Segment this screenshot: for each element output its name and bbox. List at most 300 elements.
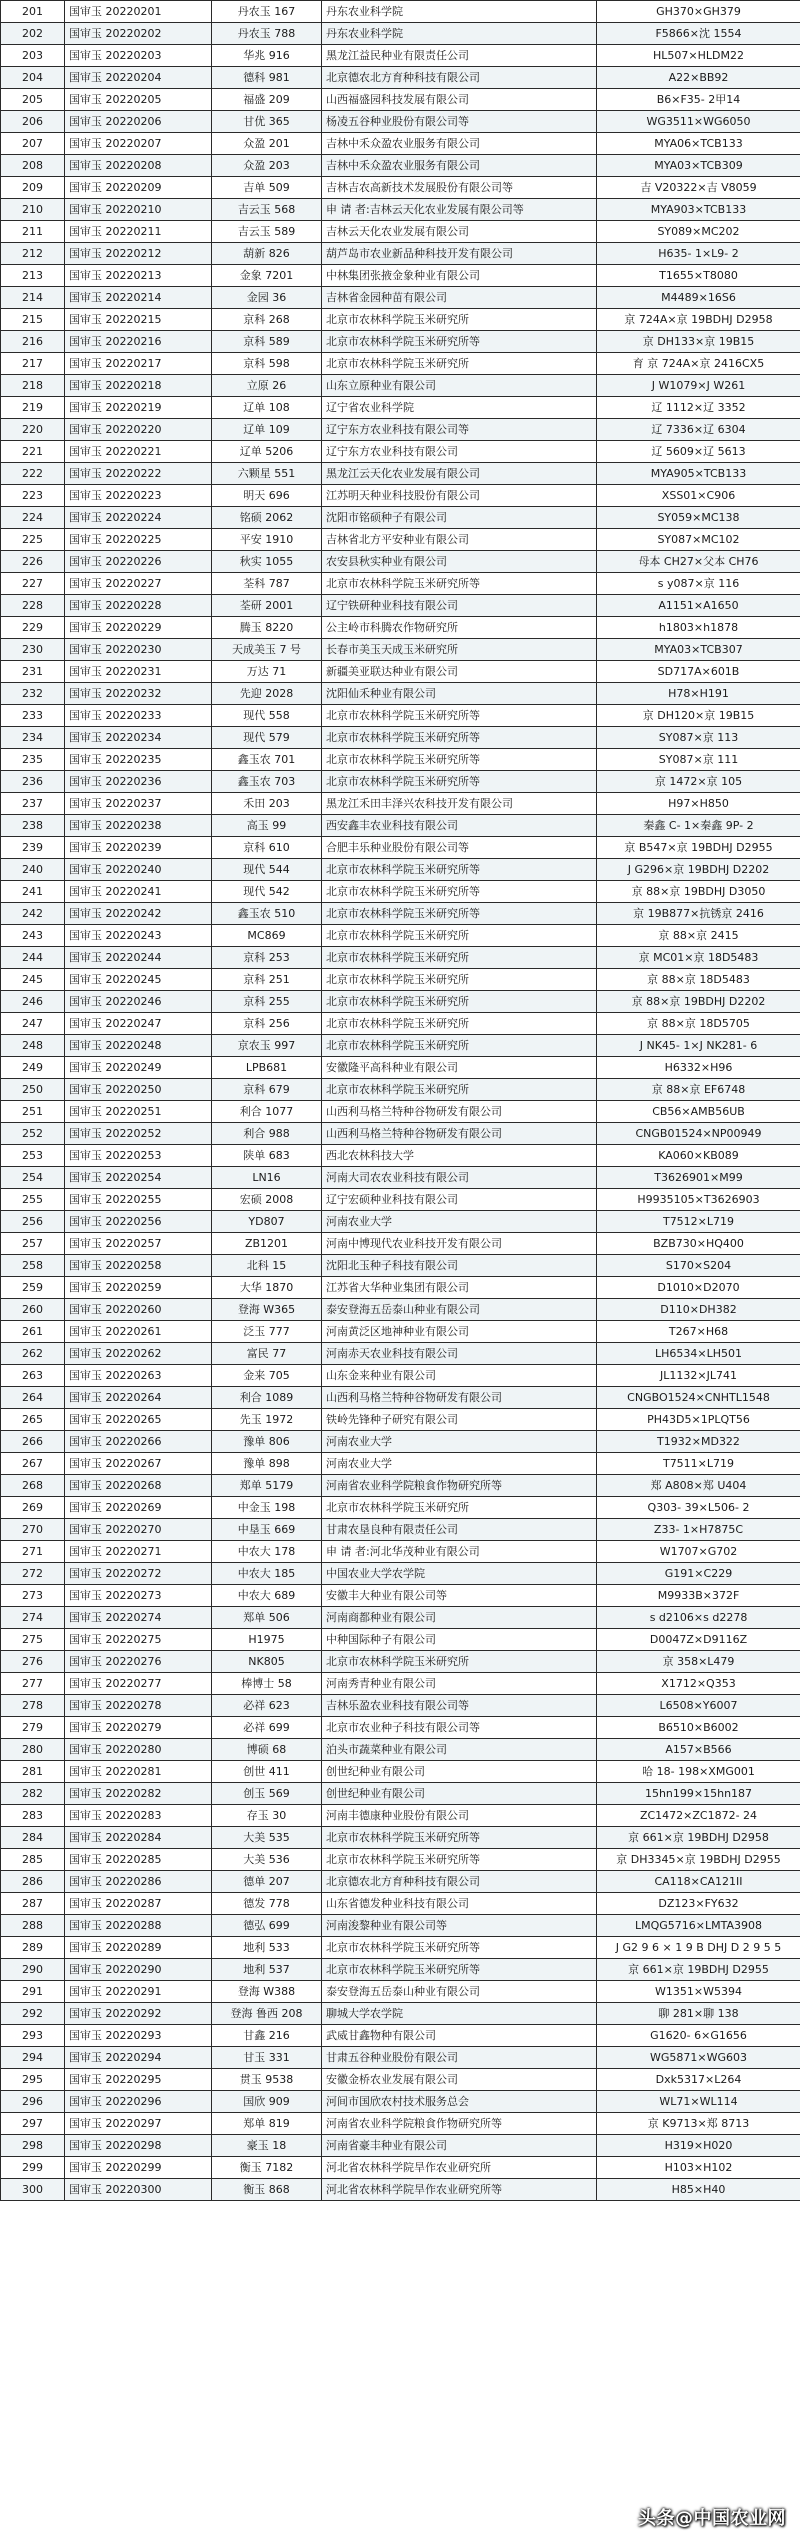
registration-code-cell: 国审玉 20220299: [65, 2157, 212, 2179]
applicant-cell: 安徽隆平高科种业有限公司: [322, 1057, 597, 1079]
registration-code-cell: 国审玉 20220271: [65, 1541, 212, 1563]
applicant-cell: 北京市农林科学院玉米研究所: [322, 1079, 597, 1101]
table-row: [1, 1, 800, 23]
pedigree-cell: 京 358×L479: [597, 1651, 800, 1673]
registration-code-cell: 国审玉 20220279: [65, 1717, 212, 1739]
registration-code-cell: 国审玉 20220281: [65, 1761, 212, 1783]
table-row: [1, 1321, 800, 1343]
row-number-cell: 201: [1, 1, 65, 23]
registration-code-cell: 国审玉 20220223: [65, 485, 212, 507]
pedigree-cell: 京 88×京 19BDHJ D2202: [597, 991, 800, 1013]
row-number-cell: 254: [1, 1167, 65, 1189]
registration-code-cell: 国审玉 20220211: [65, 221, 212, 243]
variety-name-cell: 德单 207: [212, 1871, 322, 1893]
applicant-cell: 北京市农林科学院玉米研究所等: [322, 331, 597, 353]
pedigree-cell: MYA06×TCB133: [597, 133, 800, 155]
table-row: [1, 793, 800, 815]
table-row: [1, 1541, 800, 1563]
applicant-cell: 河南省豪丰种业有限公司: [322, 2135, 597, 2157]
variety-name-cell: 吉云玉 568: [212, 199, 322, 221]
table-row: [1, 1453, 800, 1475]
registration-code-cell: 国审玉 20220258: [65, 1255, 212, 1277]
row-number-cell: 222: [1, 463, 65, 485]
applicant-cell: 辽宁东方农业科技有限公司: [322, 441, 597, 463]
row-number-cell: 207: [1, 133, 65, 155]
applicant-cell: 辽宁东方农业科技有限公司等: [322, 419, 597, 441]
registration-code-cell: 国审玉 20220288: [65, 1915, 212, 1937]
variety-name-cell: 中农大 689: [212, 1585, 322, 1607]
table-row: [1, 1211, 800, 1233]
variety-name-cell: 甘优 365: [212, 111, 322, 133]
variety-name-cell: 创玉 569: [212, 1783, 322, 1805]
applicant-cell: 河南中博现代农业科技开发有限公司: [322, 1233, 597, 1255]
pedigree-cell: 聊 281×聊 138: [597, 2003, 800, 2025]
applicant-cell: 黑龙江云天化农业发展有限公司: [322, 463, 597, 485]
variety-name-cell: 京科 610: [212, 837, 322, 859]
registration-code-cell: 国审玉 20220214: [65, 287, 212, 309]
variety-name-cell: 必祥 623: [212, 1695, 322, 1717]
row-number-cell: 271: [1, 1541, 65, 1563]
pedigree-cell: KA060×KB089: [597, 1145, 800, 1167]
registration-code-cell: 国审玉 20220212: [65, 243, 212, 265]
table-row: [1, 1607, 800, 1629]
applicant-cell: 河南大司农农业科技有限公司: [322, 1167, 597, 1189]
applicant-cell: 辽宁宏硕种业科技有限公司: [322, 1189, 597, 1211]
table-row: [1, 1475, 800, 1497]
table-row: [1, 1035, 800, 1057]
table-row: [1, 1365, 800, 1387]
pedigree-cell: T267×H68: [597, 1321, 800, 1343]
registration-code-cell: 国审玉 20220245: [65, 969, 212, 991]
table-row: [1, 947, 800, 969]
applicant-cell: 申 请 者:河北华茂种业有限公司: [322, 1541, 597, 1563]
applicant-cell: 吉林省北方平安种业有限公司: [322, 529, 597, 551]
applicant-cell: 北京市农林科学院玉米研究所等: [322, 705, 597, 727]
table-row: [1, 221, 800, 243]
registration-code-cell: 国审玉 20220248: [65, 1035, 212, 1057]
pedigree-cell: Z33- 1×H7875C: [597, 1519, 800, 1541]
table-row: [1, 1409, 800, 1431]
registration-code-cell: 国审玉 20220238: [65, 815, 212, 837]
table-row: [1, 1013, 800, 1035]
table-row: [1, 331, 800, 353]
pedigree-cell: CNGB01524×NP00949: [597, 1123, 800, 1145]
pedigree-cell: 京 88×京 2415: [597, 925, 800, 947]
applicant-cell: 山东省德发种业科技有限公司: [322, 1893, 597, 1915]
row-number-cell: 255: [1, 1189, 65, 1211]
variety-name-cell: 中垦玉 669: [212, 1519, 322, 1541]
registration-code-cell: 国审玉 20220219: [65, 397, 212, 419]
table-row: [1, 2003, 800, 2025]
row-number-cell: 225: [1, 529, 65, 551]
variety-name-cell: 六颗星 551: [212, 463, 322, 485]
applicant-cell: 山西利马格兰特种谷物研发有限公司: [322, 1101, 597, 1123]
applicant-cell: 沈阳仙禾种业有限公司: [322, 683, 597, 705]
registration-code-cell: 国审玉 20220268: [65, 1475, 212, 1497]
applicant-cell: 河间市国欣农村技术服务总会: [322, 2091, 597, 2113]
variety-name-cell: 利合 1089: [212, 1387, 322, 1409]
variety-name-cell: 鑫玉农 701: [212, 749, 322, 771]
registration-code-cell: 国审玉 20220252: [65, 1123, 212, 1145]
registration-code-cell: 国审玉 20220277: [65, 1673, 212, 1695]
applicant-cell: 山西利马格兰特种谷物研发有限公司: [322, 1123, 597, 1145]
row-number-cell: 262: [1, 1343, 65, 1365]
applicant-cell: 山西福盛园科技发展有限公司: [322, 89, 597, 111]
applicant-cell: 河南赤天农业科技有限公司: [322, 1343, 597, 1365]
applicant-cell: 葫芦岛市农业新品种科技开发有限公司: [322, 243, 597, 265]
variety-name-cell: 平安 1910: [212, 529, 322, 551]
table-row: [1, 441, 800, 463]
row-number-cell: 285: [1, 1849, 65, 1871]
variety-name-cell: 利合 988: [212, 1123, 322, 1145]
applicant-cell: 创世纪种业有限公司: [322, 1783, 597, 1805]
registration-code-cell: 国审玉 20220208: [65, 155, 212, 177]
variety-name-cell: 辽单 108: [212, 397, 322, 419]
applicant-cell: 西安鑫丰农业科技有限公司: [322, 815, 597, 837]
table-row: [1, 1101, 800, 1123]
pedigree-cell: CB56×AMB56UB: [597, 1101, 800, 1123]
applicant-cell: 北京市农林科学院玉米研究所: [322, 947, 597, 969]
applicant-cell: 吉林中禾众盈农业服务有限公司: [322, 133, 597, 155]
pedigree-cell: 京 661×京 19BDHJ D2955: [597, 1959, 800, 1981]
applicant-cell: 合肥丰乐种业股份有限公司等: [322, 837, 597, 859]
variety-name-cell: 衡玉 868: [212, 2179, 322, 2201]
variety-name-cell: 存玉 30: [212, 1805, 322, 1827]
row-number-cell: 273: [1, 1585, 65, 1607]
variety-name-cell: 郑单 5179: [212, 1475, 322, 1497]
pedigree-cell: G191×C229: [597, 1563, 800, 1585]
variety-name-cell: 陕单 683: [212, 1145, 322, 1167]
registration-code-cell: 国审玉 20220266: [65, 1431, 212, 1453]
row-number-cell: 291: [1, 1981, 65, 2003]
pedigree-cell: H103×H102: [597, 2157, 800, 2179]
variety-name-cell: 甘玉 331: [212, 2047, 322, 2069]
variety-name-cell: 地利 533: [212, 1937, 322, 1959]
registration-code-cell: 国审玉 20220249: [65, 1057, 212, 1079]
variety-name-cell: 登海 W388: [212, 1981, 322, 2003]
table-row: [1, 1563, 800, 1585]
row-number-cell: 241: [1, 881, 65, 903]
registration-code-cell: 国审玉 20220293: [65, 2025, 212, 2047]
variety-name-cell: 辽单 5206: [212, 441, 322, 463]
pedigree-cell: M9933B×372F: [597, 1585, 800, 1607]
row-number-cell: 206: [1, 111, 65, 133]
row-number-cell: 278: [1, 1695, 65, 1717]
pedigree-cell: L6508×Y6007: [597, 1695, 800, 1717]
variety-name-cell: 京科 255: [212, 991, 322, 1013]
registration-code-cell: 国审玉 20220261: [65, 1321, 212, 1343]
registration-code-cell: 国审玉 20220232: [65, 683, 212, 705]
applicant-cell: 河南农业大学: [322, 1431, 597, 1453]
registration-code-cell: 国审玉 20220269: [65, 1497, 212, 1519]
applicant-cell: 北京市农林科学院玉米研究所等: [322, 573, 597, 595]
row-number-cell: 281: [1, 1761, 65, 1783]
variety-name-cell: ZB1201: [212, 1233, 322, 1255]
table-row: [1, 2047, 800, 2069]
pedigree-cell: MYA03×TCB309: [597, 155, 800, 177]
table-row: [1, 1827, 800, 1849]
variety-name-cell: 京科 251: [212, 969, 322, 991]
table-row: [1, 89, 800, 111]
pedigree-cell: WL71×WL114: [597, 2091, 800, 2113]
applicant-cell: 北京市农林科学院玉米研究所: [322, 1035, 597, 1057]
row-number-cell: 279: [1, 1717, 65, 1739]
row-number-cell: 286: [1, 1871, 65, 1893]
table-row: [1, 1629, 800, 1651]
pedigree-cell: 京 88×京 18D5483: [597, 969, 800, 991]
row-number-cell: 299: [1, 2157, 65, 2179]
row-number-cell: 217: [1, 353, 65, 375]
row-number-cell: 282: [1, 1783, 65, 1805]
pedigree-cell: J G296×京 19BDHJ D2202: [597, 859, 800, 881]
applicant-cell: 武威甘鑫物种有限公司: [322, 2025, 597, 2047]
table-row: [1, 1783, 800, 1805]
variety-name-cell: 德弘 699: [212, 1915, 322, 1937]
pedigree-cell: 京 1472×京 105: [597, 771, 800, 793]
registration-code-cell: 国审玉 20220300: [65, 2179, 212, 2201]
row-number-cell: 264: [1, 1387, 65, 1409]
variety-name-cell: YD807: [212, 1211, 322, 1233]
registration-code-cell: 国审玉 20220250: [65, 1079, 212, 1101]
pedigree-cell: A22×BB92: [597, 67, 800, 89]
table-row: [1, 1717, 800, 1739]
table-row: [1, 1057, 800, 1079]
table-row: [1, 1299, 800, 1321]
applicant-cell: 北京德农北方育种科技有限公司: [322, 67, 597, 89]
registration-code-cell: 国审玉 20220205: [65, 89, 212, 111]
variety-name-cell: 众盈 203: [212, 155, 322, 177]
variety-name-cell: 京科 268: [212, 309, 322, 331]
pedigree-cell: T3626901×M99: [597, 1167, 800, 1189]
row-number-cell: 246: [1, 991, 65, 1013]
applicant-cell: 河南丰德康种业股份有限公司: [322, 1805, 597, 1827]
table-row: [1, 1915, 800, 1937]
applicant-cell: 北京市农林科学院玉米研究所等: [322, 771, 597, 793]
pedigree-cell: A1151×A1650: [597, 595, 800, 617]
pedigree-cell: H9935105×T3626903: [597, 1189, 800, 1211]
table-row: [1, 1233, 800, 1255]
row-number-cell: 266: [1, 1431, 65, 1453]
row-number-cell: 247: [1, 1013, 65, 1035]
row-number-cell: 296: [1, 2091, 65, 2113]
row-number-cell: 218: [1, 375, 65, 397]
pedigree-cell: W1351×W5394: [597, 1981, 800, 2003]
registration-code-cell: 国审玉 20220230: [65, 639, 212, 661]
variety-name-cell: 现代 558: [212, 705, 322, 727]
registration-code-cell: 国审玉 20220240: [65, 859, 212, 881]
row-number-cell: 252: [1, 1123, 65, 1145]
table-row: [1, 683, 800, 705]
table-row: [1, 463, 800, 485]
row-number-cell: 249: [1, 1057, 65, 1079]
applicant-cell: 河南省农业科学院粮食作物研究所等: [322, 2113, 597, 2135]
variety-name-cell: LN16: [212, 1167, 322, 1189]
applicant-cell: 长春市美玉天成玉米研究所: [322, 639, 597, 661]
registration-code-cell: 国审玉 20220284: [65, 1827, 212, 1849]
table-row: [1, 1585, 800, 1607]
registration-code-cell: 国审玉 20220274: [65, 1607, 212, 1629]
table-row: [1, 2069, 800, 2091]
registration-code-cell: 国审玉 20220298: [65, 2135, 212, 2157]
row-number-cell: 204: [1, 67, 65, 89]
registration-code-cell: 国审玉 20220246: [65, 991, 212, 1013]
pedigree-cell: T7511×L719: [597, 1453, 800, 1475]
applicant-cell: 北京市农林科学院玉米研究所等: [322, 903, 597, 925]
row-number-cell: 243: [1, 925, 65, 947]
pedigree-cell: 京 DH3345×京 19BDHJ D2955: [597, 1849, 800, 1871]
row-number-cell: 215: [1, 309, 65, 331]
registration-code-cell: 国审玉 20220289: [65, 1937, 212, 1959]
registration-code-cell: 国审玉 20220291: [65, 1981, 212, 2003]
variety-name-cell: 京科 679: [212, 1079, 322, 1101]
table-row: [1, 243, 800, 265]
registration-code-cell: 国审玉 20220280: [65, 1739, 212, 1761]
variety-name-cell: 万达 71: [212, 661, 322, 683]
pedigree-cell: MYA903×TCB133: [597, 199, 800, 221]
table-row: [1, 925, 800, 947]
table-row: [1, 1387, 800, 1409]
table-row: [1, 353, 800, 375]
registration-code-cell: 国审玉 20220222: [65, 463, 212, 485]
registration-code-cell: 国审玉 20220247: [65, 1013, 212, 1035]
row-number-cell: 253: [1, 1145, 65, 1167]
variety-name-cell: 京农玉 997: [212, 1035, 322, 1057]
registration-code-cell: 国审玉 20220210: [65, 199, 212, 221]
registration-code-cell: 国审玉 20220264: [65, 1387, 212, 1409]
table-row: [1, 1937, 800, 1959]
applicant-cell: 北京市农林科学院玉米研究所等: [322, 859, 597, 881]
registration-code-cell: 国审玉 20220267: [65, 1453, 212, 1475]
registration-code-cell: 国审玉 20220285: [65, 1849, 212, 1871]
row-number-cell: 237: [1, 793, 65, 815]
pedigree-cell: H635- 1×L9- 2: [597, 243, 800, 265]
row-number-cell: 251: [1, 1101, 65, 1123]
row-number-cell: 211: [1, 221, 65, 243]
applicant-cell: 公主岭市科腾农作物研究所: [322, 617, 597, 639]
row-number-cell: 235: [1, 749, 65, 771]
row-number-cell: 208: [1, 155, 65, 177]
table-row: [1, 771, 800, 793]
row-number-cell: 212: [1, 243, 65, 265]
pedigree-cell: Dxk5317×L264: [597, 2069, 800, 2091]
pedigree-cell: MYA905×TCB133: [597, 463, 800, 485]
registration-code-cell: 国审玉 20220220: [65, 419, 212, 441]
variety-name-cell: 现代 544: [212, 859, 322, 881]
table-row: [1, 155, 800, 177]
pedigree-cell: T1932×MD322: [597, 1431, 800, 1453]
pedigree-cell: Q303- 39×L506- 2: [597, 1497, 800, 1519]
variety-name-cell: 宏硕 2008: [212, 1189, 322, 1211]
pedigree-cell: 京 19B877×抗锈京 2416: [597, 903, 800, 925]
applicant-cell: 北京市农林科学院玉米研究所: [322, 1651, 597, 1673]
table-row: [1, 1761, 800, 1783]
row-number-cell: 292: [1, 2003, 65, 2025]
variety-name-cell: 秋实 1055: [212, 551, 322, 573]
row-number-cell: 227: [1, 573, 65, 595]
registration-code-cell: 国审玉 20220256: [65, 1211, 212, 1233]
table-row: [1, 1343, 800, 1365]
registration-code-cell: 国审玉 20220276: [65, 1651, 212, 1673]
applicant-cell: 山西利马格兰特种谷物研发有限公司: [322, 1387, 597, 1409]
applicant-cell: 北京市农林科学院玉米研究所: [322, 991, 597, 1013]
variety-name-cell: 京科 256: [212, 1013, 322, 1035]
applicant-cell: 河南秀青种业有限公司: [322, 1673, 597, 1695]
table-row: [1, 595, 800, 617]
variety-name-cell: 丹农玉 167: [212, 1, 322, 23]
applicant-cell: 黑龙江益民种业有限责任公司: [322, 45, 597, 67]
row-number-cell: 239: [1, 837, 65, 859]
registration-code-cell: 国审玉 20220275: [65, 1629, 212, 1651]
applicant-cell: 北京市农林科学院玉米研究所等: [322, 1827, 597, 1849]
registration-code-cell: 国审玉 20220270: [65, 1519, 212, 1541]
applicant-cell: 河北省农林科学院旱作农业研究所: [322, 2157, 597, 2179]
variety-name-cell: 创世 411: [212, 1761, 322, 1783]
table-row: [1, 2091, 800, 2113]
pedigree-cell: S170×S204: [597, 1255, 800, 1277]
variety-name-cell: 京科 253: [212, 947, 322, 969]
table-row: [1, 23, 800, 45]
row-number-cell: 248: [1, 1035, 65, 1057]
table-row: [1, 2025, 800, 2047]
variety-name-cell: 吉单 509: [212, 177, 322, 199]
registration-code-cell: 国审玉 20220290: [65, 1959, 212, 1981]
pedigree-cell: 15hn199×15hn187: [597, 1783, 800, 1805]
variety-name-cell: 辽单 109: [212, 419, 322, 441]
row-number-cell: 293: [1, 2025, 65, 2047]
pedigree-cell: 京 88×京 EF6748: [597, 1079, 800, 1101]
registration-code-cell: 国审玉 20220287: [65, 1893, 212, 1915]
table-row: [1, 397, 800, 419]
table-row: [1, 815, 800, 837]
variety-name-cell: 大华 1870: [212, 1277, 322, 1299]
registration-code-cell: 国审玉 20220251: [65, 1101, 212, 1123]
row-number-cell: 205: [1, 89, 65, 111]
row-number-cell: 277: [1, 1673, 65, 1695]
applicant-cell: 河南浚黎种业有限公司等: [322, 1915, 597, 1937]
variety-name-cell: 丹农玉 788: [212, 23, 322, 45]
variety-name-cell: 必祥 699: [212, 1717, 322, 1739]
applicant-cell: 泊头市蔬菜种业有限公司: [322, 1739, 597, 1761]
registration-code-cell: 国审玉 20220283: [65, 1805, 212, 1827]
applicant-cell: 中林集团张掖金象种业有限公司: [322, 265, 597, 287]
applicant-cell: 北京市农林科学院玉米研究所等: [322, 1959, 597, 1981]
variety-name-cell: 利合 1077: [212, 1101, 322, 1123]
applicant-cell: 江苏明天种业科技股份有限公司: [322, 485, 597, 507]
row-number-cell: 294: [1, 2047, 65, 2069]
variety-name-cell: 天成美玉 7 号: [212, 639, 322, 661]
variety-name-cell: 德发 778: [212, 1893, 322, 1915]
variety-name-cell: 高玉 99: [212, 815, 322, 837]
variety-name-cell: 先玉 1972: [212, 1409, 322, 1431]
watermark: 头条@中国农业网: [638, 2508, 786, 2529]
applicant-cell: 辽宁铁研种业科技有限公司: [322, 595, 597, 617]
pedigree-cell: 京 B547×京 19BDHJ D2955: [597, 837, 800, 859]
registration-code-cell: 国审玉 20220231: [65, 661, 212, 683]
table-row: [1, 881, 800, 903]
applicant-cell: 山东立原种业有限公司: [322, 375, 597, 397]
table-row: [1, 551, 800, 573]
table-row: [1, 969, 800, 991]
row-number-cell: 233: [1, 705, 65, 727]
applicant-cell: 河南农业大学: [322, 1453, 597, 1475]
pedigree-cell: 京 K9713×郑 8713: [597, 2113, 800, 2135]
row-number-cell: 214: [1, 287, 65, 309]
pedigree-cell: SY087×MC102: [597, 529, 800, 551]
registration-code-cell: 国审玉 20220221: [65, 441, 212, 463]
table-row: [1, 617, 800, 639]
registration-code-cell: 国审玉 20220209: [65, 177, 212, 199]
variety-name-cell: 登海 W365: [212, 1299, 322, 1321]
